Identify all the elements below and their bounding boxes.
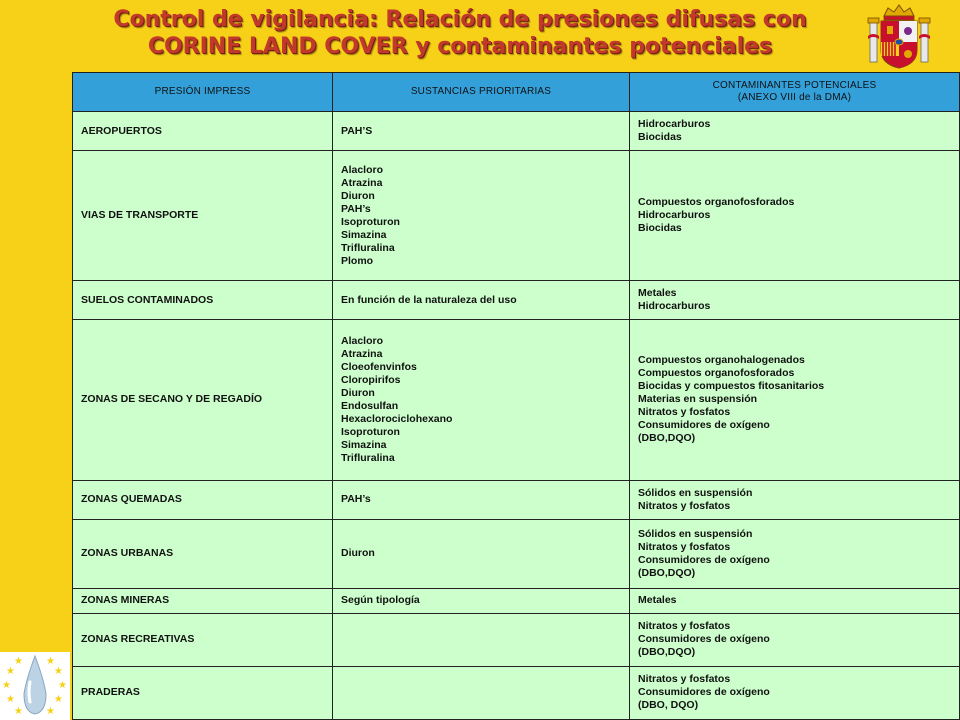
pressure-cell [73, 519, 333, 588]
eu-water-drop-logo-icon [0, 652, 70, 720]
contaminants-cell-line: Materias en suspensión [638, 393, 758, 406]
contaminants-cell-line: Biocidas [638, 222, 682, 235]
pressure-cell [73, 480, 333, 519]
table-header-row [73, 73, 960, 112]
contaminants-cell-line: Consumidores de oxígeno [638, 633, 770, 646]
pressure-cell [73, 588, 333, 613]
pressure-cell [73, 281, 333, 320]
contaminants-cell-line: Compuestos organofosforados [638, 367, 795, 380]
contaminants-cell-line: Consumidores de oxígeno [638, 419, 770, 432]
contaminants-cell-line: Nitratos y fosfatos [638, 499, 731, 512]
contaminants-cell-line: (DBO,DQO) [638, 646, 696, 659]
contaminants-cell-line: Sólidos en suspensión [638, 486, 753, 499]
substances-cell-line: Alacloro [341, 334, 384, 347]
substances-cell-line: Trifluralina [341, 451, 395, 464]
slide-title [60, 6, 860, 60]
svg-text:★: ★ [54, 666, 63, 677]
contaminants-cell-line: Metales [638, 287, 677, 300]
contaminants-cell [630, 519, 960, 588]
substances-cell-line: Endosulfan [341, 399, 399, 412]
substances-cell-line: Simazina [341, 228, 387, 241]
pressure-cell-line: SUELOS CONTAMINADOS [81, 293, 214, 306]
slide-title-line-1: Control de vigilancia: Relación de presiones difusas con [113, 7, 807, 32]
svg-text:★: ★ [14, 706, 23, 717]
substances-cell-line: PAH’S [341, 124, 373, 137]
svg-text:★: ★ [14, 656, 23, 667]
pressure-cell-line: PRADERAS [81, 686, 140, 699]
svg-text:★: ★ [54, 694, 63, 705]
substances-cell [333, 588, 630, 613]
table-row [73, 151, 960, 281]
substances-cell-line: Atrazina [341, 347, 383, 360]
contaminants-cell [630, 480, 960, 519]
substances-cell [333, 320, 630, 480]
contaminants-cell-line: Nitratos y fosfatos [638, 620, 731, 633]
table-row [73, 666, 960, 719]
pressure-cell [73, 666, 333, 719]
pressure-cell [73, 320, 333, 480]
substances-cell-line: PAH’s [341, 202, 371, 215]
header-text-line: (ANEXO VIII de la DMA) [737, 92, 852, 103]
table-row [73, 519, 960, 588]
header-text-line: SUSTANCIAS PRIORITARIAS [410, 86, 552, 97]
contaminants-cell-line: (DBO, DQO) [638, 699, 699, 712]
substances-cell [333, 151, 630, 281]
substances-cell-line: Diuron [341, 386, 375, 399]
contaminants-cell [630, 151, 960, 281]
substances-cell-line: PAH’s [341, 493, 371, 506]
pressures-table [72, 72, 960, 720]
substances-cell-line: Diuron [341, 189, 375, 202]
pressure-cell [73, 613, 333, 666]
table-row [73, 112, 960, 151]
table-row [73, 480, 960, 519]
substances-cell-line: Simazina [341, 438, 387, 451]
substances-cell-line: Según tipología [341, 594, 420, 607]
pressure-cell-line: ZONAS DE SECANO Y DE REGADÍO [81, 393, 263, 406]
contaminants-cell-line: Nitratos y fosfatos [638, 406, 731, 419]
substances-cell-line: Cloropirifos [341, 373, 401, 386]
contaminants-cell-line: Consumidores de oxígeno [638, 553, 770, 566]
substances-cell-line: Hexaclorociclohexano [341, 412, 453, 425]
pressure-cell-line: ZONAS QUEMADAS [81, 493, 182, 506]
contaminants-cell-line: Nitratos y fosfatos [638, 673, 731, 686]
contaminants-cell [630, 588, 960, 613]
substances-cell [333, 613, 630, 666]
header-text-line: CONTAMINANTES POTENCIALES [712, 80, 877, 91]
table-row [73, 613, 960, 666]
contaminants-cell-line: Compuestos organofosforados [638, 196, 795, 209]
header-contaminantes-potenciales [630, 73, 960, 112]
substances-cell-line: Isoproturon [341, 425, 400, 438]
contaminants-cell [630, 112, 960, 151]
contaminants-cell-line: Sólidos en suspensión [638, 527, 753, 540]
pressure-cell [73, 151, 333, 281]
slide-title-line-2: CORINE LAND COVER y contaminantes potenciales [147, 34, 773, 59]
contaminants-cell-line: Biocidas [638, 131, 682, 144]
substances-cell [333, 281, 630, 320]
substances-cell [333, 519, 630, 588]
pressure-cell-line: AEROPUERTOS [81, 124, 162, 137]
contaminants-cell-line: Metales [638, 594, 677, 607]
pressure-cell [73, 112, 333, 151]
table-row [73, 281, 960, 320]
substances-cell [333, 666, 630, 719]
contaminants-cell-line: Hidrocarburos [638, 118, 711, 131]
table-row [73, 588, 960, 613]
contaminants-cell-line: Compuestos organohalogenados [638, 354, 805, 367]
substances-cell-line: Trifluralina [341, 241, 395, 254]
contaminants-cell [630, 320, 960, 480]
svg-text:★: ★ [6, 666, 15, 677]
header-sustancias-prioritarias [333, 73, 630, 112]
table-row [73, 320, 960, 480]
substances-cell [333, 480, 630, 519]
substances-cell-line: Cloeofenvinfos [341, 360, 417, 373]
svg-text:★: ★ [46, 706, 55, 717]
contaminants-cell-line: Consumidores de oxígeno [638, 686, 770, 699]
substances-cell-line: Isoproturon [341, 215, 400, 228]
contaminants-cell [630, 613, 960, 666]
contaminants-cell-line: (DBO,DQO) [638, 566, 696, 579]
contaminants-cell [630, 281, 960, 320]
contaminants-cell-line: Hidrocarburos [638, 300, 711, 313]
substances-cell-line: Diuron [341, 547, 375, 560]
header-text-line: PRESIÓN IMPRESS [154, 86, 251, 97]
svg-text:★: ★ [46, 656, 55, 667]
header-presion-impress [73, 73, 333, 112]
substances-cell-line: Atrazina [341, 176, 383, 189]
contaminants-cell-line: Biocidas y compuestos fitosanitarios [638, 380, 825, 393]
pressure-cell-line: ZONAS RECREATIVAS [81, 633, 195, 646]
substances-cell-line: Plomo [341, 254, 374, 267]
contaminants-cell-line: (DBO,DQO) [638, 432, 696, 445]
pressure-cell-line: ZONAS URBANAS [81, 547, 174, 560]
substances-cell [333, 112, 630, 151]
contaminants-cell-line: Nitratos y fosfatos [638, 540, 731, 553]
substances-cell-line: Alacloro [341, 163, 384, 176]
spain-coat-of-arms-icon [866, 2, 932, 70]
svg-text:★: ★ [6, 694, 15, 705]
svg-text:★: ★ [2, 680, 11, 691]
pressure-cell-line: ZONAS MINERAS [81, 594, 170, 607]
svg-text:★: ★ [58, 680, 67, 691]
contaminants-cell-line: Hidrocarburos [638, 209, 711, 222]
contaminants-cell [630, 666, 960, 719]
substances-cell-line: En función de la naturaleza del uso [341, 293, 517, 306]
pressure-cell-line: VIAS DE TRANSPORTE [81, 209, 199, 222]
